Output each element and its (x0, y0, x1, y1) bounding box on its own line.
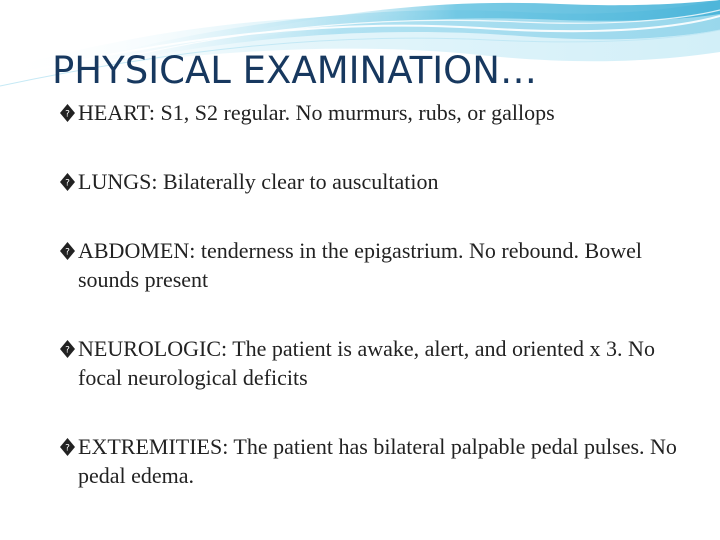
missing-glyph-icon (60, 334, 78, 363)
slide-title: PHYSICAL EXAMINATION… (52, 49, 537, 92)
svg-text:?: ? (65, 345, 70, 356)
bullet-abdomen-text: ABDOMEN: tenderness in the epigastrium. No rebound. Bowel sounds present (78, 238, 642, 292)
bullet-neurologic (60, 334, 680, 392)
svg-text:?: ? (65, 178, 70, 189)
missing-glyph-icon (60, 167, 78, 196)
bullet-heart (60, 98, 680, 127)
bullet-list (60, 98, 680, 490)
svg-text:?: ? (65, 443, 70, 454)
bullet-lungs-text: LUNGS: Bilaterally clear to auscultation (78, 169, 439, 194)
bullet-heart-text: HEART: S1, S2 regular. No murmurs, rubs, or gallops (78, 100, 555, 125)
missing-glyph-icon (60, 432, 78, 461)
missing-glyph-icon (60, 236, 78, 265)
bullet-extremities-text: EXTREMITIES: The patient has bilateral palpable pedal pulses. No pedal edema. (78, 434, 677, 488)
bullet-abdomen (60, 236, 680, 294)
bullet-neurologic-text: NEUROLOGIC: The patient is awake, alert, and oriented x 3. No focal neurological deficits (78, 336, 655, 390)
bullet-extremities (60, 432, 680, 490)
missing-glyph-icon (60, 98, 78, 127)
svg-text:?: ? (65, 109, 70, 120)
svg-text:?: ? (65, 247, 70, 258)
bullet-lungs (60, 167, 680, 196)
